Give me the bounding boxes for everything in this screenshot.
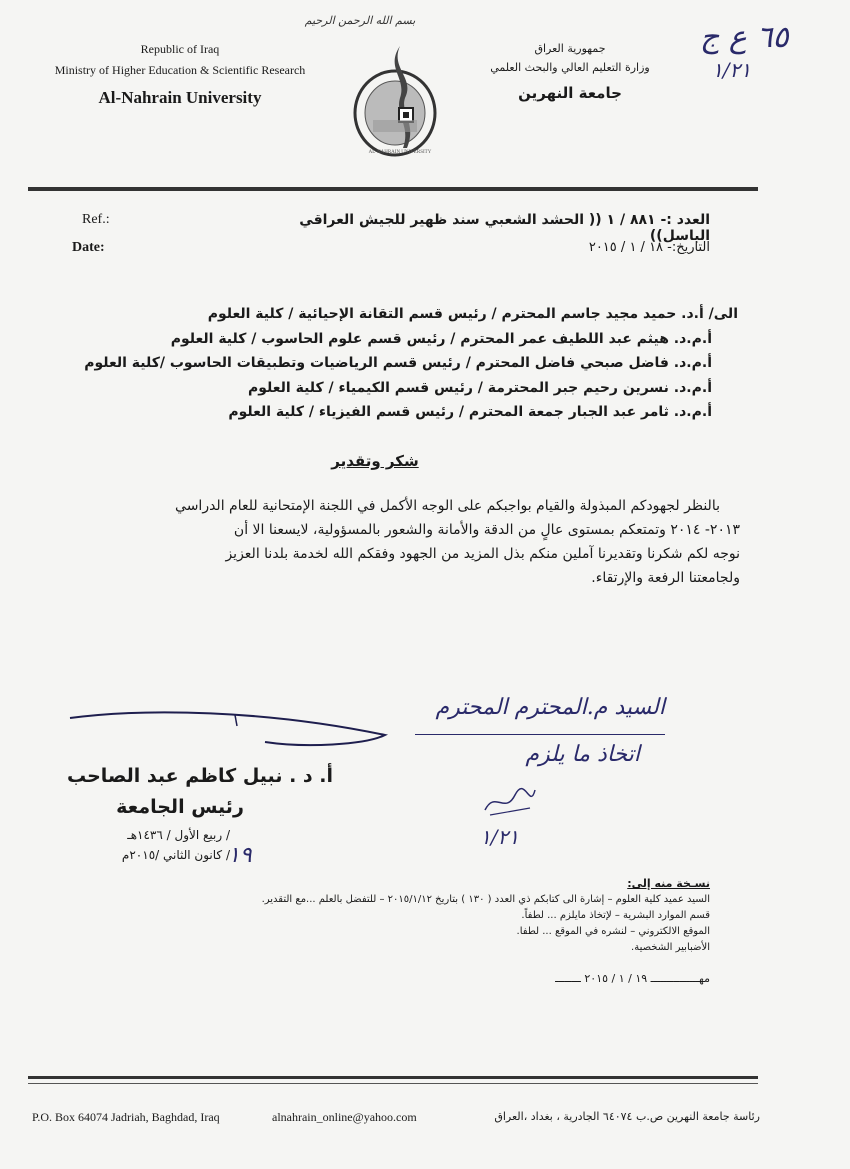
header-country-en: Republic of Iraq [140, 42, 220, 56]
header-university-ar: جامعة النهرين [518, 84, 622, 102]
header-ministry-ar: وزارة التعليم العالي والبحث العلمي [490, 61, 650, 74]
header-right [485, 42, 655, 102]
recipient-line: أ.م.د. فاضل صبحي فاضل المحترم / رئيس قسم الرياضيات وتطبيقات الحاسوب /كلية العلوم [84, 355, 712, 371]
handwritten-top-date: ١/٢١ [712, 58, 751, 82]
copy-item: قسم الموارد البشرية – لإتخاذ مايلزم ... لطفاً. [521, 910, 710, 921]
handwritten-annotation-line1: السيد م.المحترم المحترم [435, 695, 665, 720]
seal-graphic [345, 38, 465, 163]
footer-address-en: P.O. Box 64074 Jadriah, Baghdad, Iraq [32, 1110, 220, 1124]
handwritten-top-note: ٦٥ ع ج [700, 20, 789, 55]
handwritten-annotation-line2: اتخاذ ما يلزم [525, 742, 640, 767]
header-divider [28, 187, 758, 191]
annotation-underline [415, 734, 665, 735]
copy-item: الأضبابير الشخصية. [631, 942, 710, 953]
handwritten-day: ١٩ [228, 843, 252, 868]
copy-item: السيد عميد كلية العلوم – إشارة الى كتابكم ذي العدد ( ١٣٠ ) بتاريخ ٢٠١٥/١/١٢ – للتفضل بالعلم ...مع التقدير. [261, 894, 710, 905]
copies-block [240, 876, 710, 956]
annotation-signature [480, 780, 540, 820]
gregorian-date: / كانون الثاني /٢٠١٥م [121, 848, 230, 862]
footer-divider [28, 1076, 758, 1079]
university-seal [345, 38, 465, 163]
body-line: ولجامعتنا الرفعة والإرتقاء. [591, 570, 740, 586]
ref-label: Ref.: [82, 212, 110, 227]
copies-heading: نسـخة منه إلى: [627, 877, 710, 890]
copy-item: الموقع الالكتروني – لنشره في الموقع ... لطفا. [516, 926, 710, 937]
body-line: بالنظر لجهودكم المبذولة والقيام بواجبكم على الوجه الأكمل في اللجنة الإمتحانية للعام الدراسي [175, 498, 720, 514]
basmala: بسم الله الرحمن الرحيم [304, 14, 416, 27]
footer-address-ar: رئاسة جامعة النهرين ص.ب ٦٤٠٧٤ الجادرية ، بغداد ،العراق [494, 1110, 760, 1123]
seal-text: AL-NAHRAIN UNIVERSITY [368, 150, 432, 155]
letter-body [60, 494, 740, 590]
handwritten-annotation-date: ١/٢١ [480, 825, 519, 849]
header-ministry-en: Ministry of Higher Education & Scientific Research [54, 63, 306, 77]
hijri-date: / ربيع الأول / ١٤٣٦هـ [127, 828, 230, 842]
reference-number: العدد :- ٨٨١ / ١ (( الحشد الشعبي سند ظهير للجيش العراقي الباسل)) [299, 212, 710, 244]
recipient-line: أ.م.د. هيثم عبد اللطيف عمر المحترم / رئيس قسم علوم الحاسوب / كلية العلوم [170, 330, 712, 347]
body-line: ٢٠١٣- ٢٠١٤ وتمتعكم بمستوى عالٍ من الدقة والأمانة والشعور بالمسؤولية، لايسعنا الا أن [233, 522, 740, 538]
recipient-line: أ.م.د. ثامر عبد الجبار جمعة المحترم / رئيس قسم الفيزياء / كلية العلوم [228, 404, 712, 420]
header-left [30, 42, 330, 108]
president-signature [65, 700, 395, 760]
recipient-line: الى/ أ.د. حميد مجيد جاسم المحترم / رئيس قسم التقانة الإحيائية / كلية العلوم [207, 306, 738, 322]
header-country-ar: جمهورية العراق [534, 42, 606, 55]
recipients-list [70, 302, 738, 425]
copies-footer-date: مهـــــــــــــــ ١٩ / ١ / ٢٠١٥ ــــــــ [555, 972, 710, 985]
header-university-en: Al-Nahrain University [98, 88, 262, 107]
body-line: نوجه لكم شكرنا وتقديرنا آملين منكم بذل المزيد من الجهود وفقكم الله لخدمة بلدنا العزيز [225, 546, 740, 562]
footer-email: alnahrain_online@yahoo.com [272, 1110, 417, 1124]
reference-date: التاريخ:- ١٨ / ١ / ٢٠١٥ [588, 240, 710, 255]
date-label: Date: [72, 240, 105, 255]
signatory-name: أ. د . نبيل كاظم عبد الصاحب [67, 765, 333, 787]
subject-heading: شكر وتقدير [331, 452, 419, 470]
footer-divider-thin [28, 1083, 758, 1084]
signatory-title: رئيس الجامعة [116, 796, 244, 818]
recipient-line: أ.م.د. نسرين رحيم جبر المحترمة / رئيس قسم الكيمياء / كلية العلوم [248, 379, 712, 396]
